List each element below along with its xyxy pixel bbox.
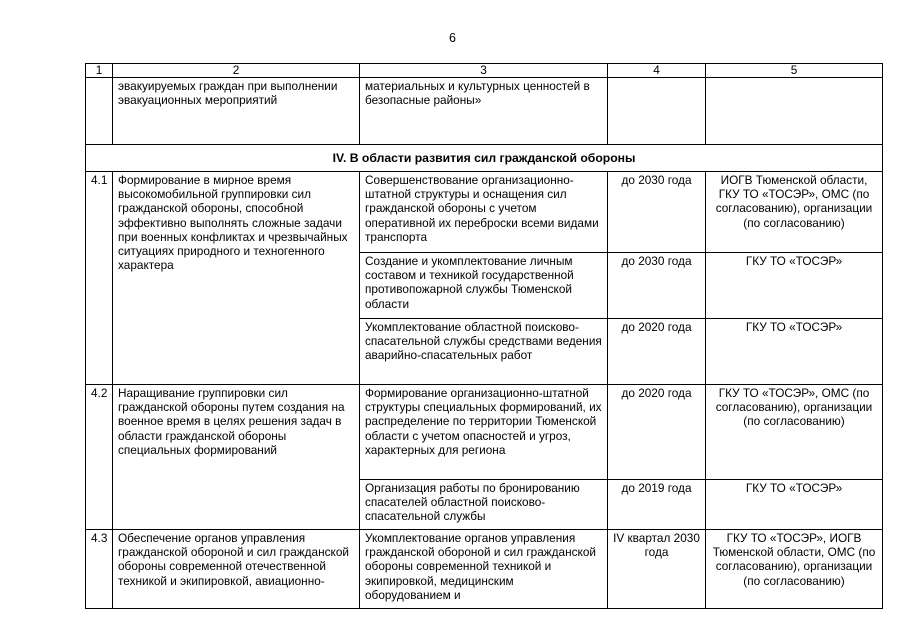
table-row bbox=[86, 530, 883, 609]
deadline-cell: до 2019 года bbox=[608, 480, 706, 530]
column-header-3: 3 bbox=[360, 64, 608, 78]
table-row bbox=[86, 385, 883, 480]
task-cell: эвакуируемых граждан при выполнении эвакуационных мероприятий bbox=[113, 78, 360, 145]
executor-cell bbox=[706, 78, 883, 145]
row-number-cell: 4.2 bbox=[86, 385, 113, 530]
deadline-cell bbox=[608, 78, 706, 145]
deadline-cell: до 2020 года bbox=[608, 385, 706, 480]
measure-cell: Организация работы по бронированию спасателей областной поисково-спасательной службы bbox=[360, 480, 608, 530]
table-row bbox=[86, 78, 883, 145]
measure-cell: Создание и укомплектование личным составом и техникой государственной противопожарной службы Тюменской области bbox=[360, 253, 608, 319]
civil-defense-plan-table bbox=[85, 63, 883, 609]
measure-cell: Совершенствование организационно-штатной структуры и оснащения сил гражданской обороны с учетом оперативной их переброски всеми видами транспорта bbox=[360, 172, 608, 253]
measure-cell: материальных и культурных ценностей в безопасные районы» bbox=[360, 78, 608, 145]
column-header-5: 5 bbox=[706, 64, 883, 78]
executor-cell: ГКУ ТО «ТОСЭР» bbox=[706, 253, 883, 319]
table-row bbox=[86, 172, 883, 253]
section-heading-row bbox=[86, 145, 883, 172]
section-title: IV. В области развития сил гражданской обороны bbox=[86, 145, 883, 172]
column-number-row bbox=[86, 64, 883, 78]
task-cell: Формирование в мирное время высокомобильной группировки сил гражданской обороны, способной эффективно выполнять сложные задачи при военных конфликтах и чрезвычайных ситуациях природного и техногенного характера bbox=[113, 172, 360, 385]
column-header-1: 1 bbox=[86, 64, 113, 78]
deadline-cell: до 2020 года bbox=[608, 319, 706, 385]
executor-cell: ГКУ ТО «ТОСЭР», ОМС (по согласованию), организации (по согласованию) bbox=[706, 385, 883, 480]
measure-cell: Укомплектование органов управления гражданской обороной и сил гражданской обороны современной техникой и экипировкой, медицинским оборудованием и bbox=[360, 530, 608, 609]
executor-cell: ИОГВ Тюменской области, ГКУ ТО «ТОСЭР», ОМС (по согласованию), организации (по согласованию) bbox=[706, 172, 883, 253]
page-number: 6 bbox=[449, 31, 456, 45]
measure-cell: Укомплектование областной поисково-спасательной службы средствами ведения аварийно-спасательных работ bbox=[360, 319, 608, 385]
deadline-cell: до 2030 года bbox=[608, 172, 706, 253]
task-cell: Наращивание группировки сил гражданской обороны путем создания на военное время в целях решения задач в области гражданской обороны специальных формирований bbox=[113, 385, 360, 530]
row-number-cell: 4.3 bbox=[86, 530, 113, 609]
row-number-cell bbox=[86, 78, 113, 145]
deadline-cell: до 2030 года bbox=[608, 253, 706, 319]
executor-cell: ГКУ ТО «ТОСЭР» bbox=[706, 480, 883, 530]
executor-cell: ГКУ ТО «ТОСЭР» bbox=[706, 319, 883, 385]
column-header-2: 2 bbox=[113, 64, 360, 78]
measure-cell: Формирование организационно-штатной структуры специальных формирований, их распределение по территории Тюменской области с учетом опасностей и угроз, характерных для региона bbox=[360, 385, 608, 480]
task-cell: Обеспечение органов управления гражданской обороной и сил гражданской обороны современной отечественной техникой и экипировкой, авиационно- bbox=[113, 530, 360, 609]
deadline-cell: IV квартал 2030 года bbox=[608, 530, 706, 609]
column-header-4: 4 bbox=[608, 64, 706, 78]
row-number-cell: 4.1 bbox=[86, 172, 113, 385]
executor-cell: ГКУ ТО «ТОСЭР», ИОГВ Тюменской области, ОМС (по согласованию), организации (по согласованию) bbox=[706, 530, 883, 609]
